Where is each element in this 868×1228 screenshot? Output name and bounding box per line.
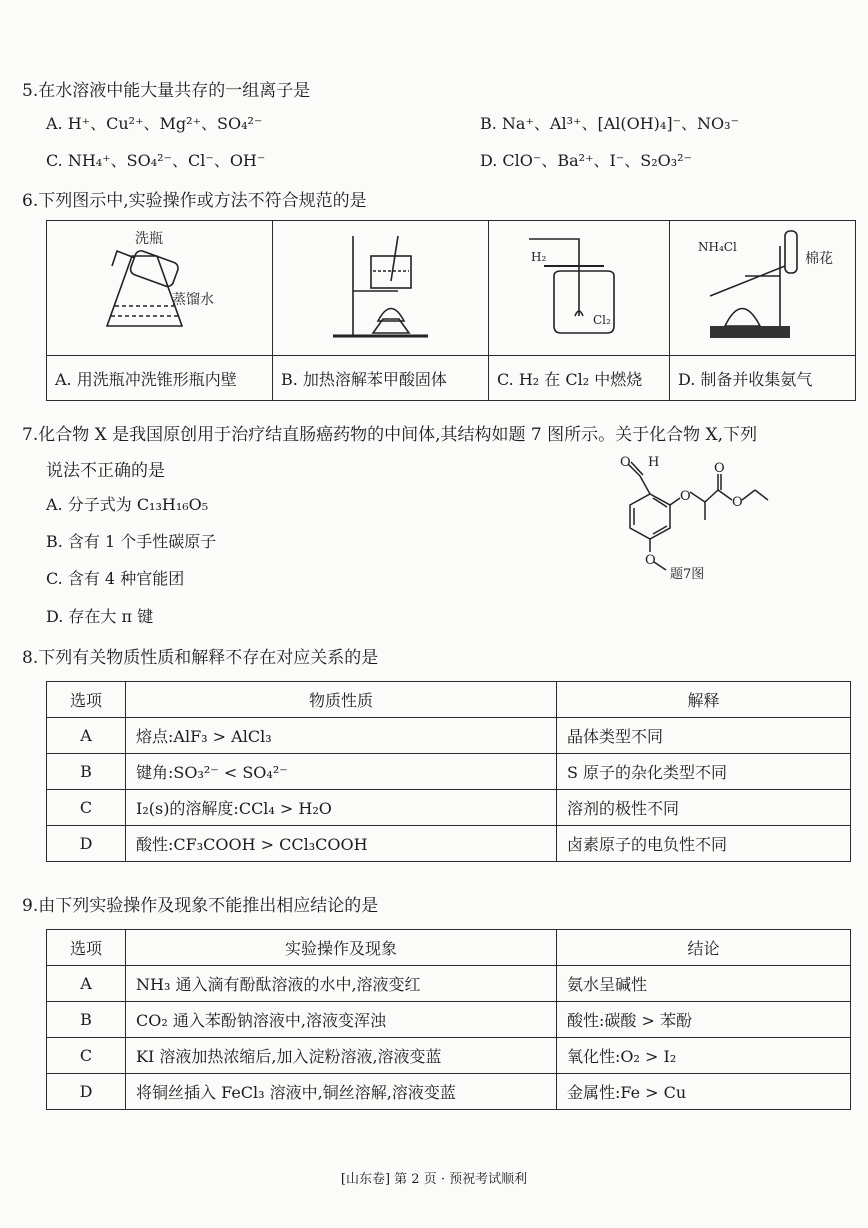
q8-row-d-property: 酸性:CF₃COOH > CCl₃COOH bbox=[126, 826, 557, 862]
q8-row-c-explanation: 溶剂的极性不同 bbox=[557, 790, 851, 826]
q6-stem: 6.下列图示中,实验操作或方法不符合规范的是 bbox=[22, 191, 367, 211]
table-row bbox=[47, 790, 851, 826]
q8-row-b-option: B bbox=[47, 754, 126, 790]
collecting-tube bbox=[785, 231, 797, 273]
q5-option-c: C. NH₄⁺、SO₄²⁻、Cl⁻、OH⁻ bbox=[46, 151, 266, 170]
q8-row-b-explanation: S 原子的杂化类型不同 bbox=[557, 754, 851, 790]
label-distilled-water: 蒸馏水 bbox=[172, 292, 214, 308]
q8-header-option: 选项 bbox=[47, 682, 126, 718]
svg-text:O: O bbox=[714, 461, 725, 476]
table-row bbox=[47, 826, 851, 862]
table-row bbox=[47, 1074, 851, 1110]
q6-figure-a bbox=[47, 221, 273, 356]
q9-row-c-conclusion: 氧化性:O₂ > I₂ bbox=[557, 1038, 851, 1074]
q9-row-a-conclusion: 氨水呈碱性 bbox=[557, 966, 851, 1002]
svg-text:O: O bbox=[680, 489, 691, 504]
q6-figure-d bbox=[670, 221, 856, 356]
q6-figure-c bbox=[489, 221, 670, 356]
atom-h: H bbox=[648, 455, 660, 470]
label-h2: H₂ bbox=[531, 250, 547, 264]
ammonia-preparation-figure bbox=[670, 221, 855, 351]
q7-option-a: A. 分子式为 C₁₃H₁₆O₅ bbox=[46, 495, 209, 514]
q6-caption-d: D. 制备并收集氨气 bbox=[670, 356, 856, 401]
label-wash-bottle: 洗瓶 bbox=[135, 231, 163, 247]
q8-stem: 8.下列有关物质性质和解释不存在对应关系的是 bbox=[22, 648, 379, 668]
q8-header-row bbox=[47, 682, 851, 718]
q7-stem-line2: 说法不正确的是 bbox=[46, 461, 165, 481]
q8-row-d-explanation: 卤素原子的电负性不同 bbox=[557, 826, 851, 862]
q8-row-b-property: 键角:SO₃²⁻ < SO₄²⁻ bbox=[126, 754, 557, 790]
q9-row-a-operation: NH₃ 通入滴有酚酞溶液的水中,溶液变红 bbox=[126, 966, 557, 1002]
q7-option-b: B. 含有 1 个手性碳原子 bbox=[46, 532, 217, 551]
table-row bbox=[47, 754, 851, 790]
q7-figure-caption: 题7图 bbox=[670, 567, 705, 582]
q9-row-d-conclusion: 金属性:Fe > Cu bbox=[557, 1074, 851, 1110]
q9-row-d-option: D bbox=[47, 1074, 126, 1110]
alcohol-lamp-d bbox=[725, 309, 760, 327]
table-row bbox=[47, 1002, 851, 1038]
q8-row-c-option: C bbox=[47, 790, 126, 826]
q9-header-row bbox=[47, 930, 851, 966]
wash-bottle-flask-figure bbox=[47, 221, 272, 351]
q8-row-c-property: I₂(s)的溶解度:CCl₄ > H₂O bbox=[126, 790, 557, 826]
q9-stem: 9.由下列实验操作及现象不能推出相应结论的是 bbox=[22, 896, 379, 916]
q7-option-d: D. 存在大 π 键 bbox=[46, 607, 154, 626]
label-nh4cl: NH₄Cl bbox=[698, 240, 737, 254]
q5-option-b: B. Na⁺、Al³⁺、[Al(OH)₄]⁻、NO₃⁻ bbox=[480, 114, 739, 133]
label-cl2: Cl₂ bbox=[593, 313, 611, 327]
q5-stem: 5.在水溶液中能大量共存的一组离子是 bbox=[22, 81, 311, 101]
table-row bbox=[47, 1038, 851, 1074]
q9-header-operation: 实验操作及现象 bbox=[126, 930, 557, 966]
table-row bbox=[47, 718, 851, 754]
beaker bbox=[371, 256, 411, 288]
q6-caption-a: A. 用洗瓶冲洗锥形瓶内壁 bbox=[47, 356, 273, 401]
q8-row-a-property: 熔点:AlF₃ > AlCl₃ bbox=[126, 718, 557, 754]
q9-header-conclusion: 结论 bbox=[557, 930, 851, 966]
q6-caption-b: B. 加热溶解苯甲酸固体 bbox=[273, 356, 489, 401]
q9-header-option: 选项 bbox=[47, 930, 126, 966]
q9-row-c-operation: KI 溶液加热浓缩后,加入淀粉溶液,溶液变蓝 bbox=[126, 1038, 557, 1074]
svg-text:O: O bbox=[732, 495, 743, 510]
q6-caption-c: C. H₂ 在 Cl₂ 中燃烧 bbox=[489, 356, 670, 401]
h2-burning-figure bbox=[489, 221, 669, 351]
q5-option-a: A. H⁺、Cu²⁺、Mg²⁺、SO₄²⁻ bbox=[46, 114, 263, 133]
test-tube bbox=[710, 266, 785, 296]
q9-table bbox=[46, 929, 851, 1110]
label-cotton: 棉花 bbox=[805, 251, 833, 267]
q9-row-a-option: A bbox=[47, 966, 126, 1002]
q9-row-b-option: B bbox=[47, 1002, 126, 1038]
q8-header-explanation: 解释 bbox=[557, 682, 851, 718]
q7-option-c: C. 含有 4 种官能团 bbox=[46, 569, 185, 588]
q9-row-b-conclusion: 酸性:碳酸 > 苯酚 bbox=[557, 1002, 851, 1038]
q7-stem-line1: 7.化合物 X 是我国原创用于治疗结直肠癌药物的中间体,其结构如题 7 图所示。关于化合物 X,下列 bbox=[22, 425, 758, 445]
q8-header-property: 物质性质 bbox=[126, 682, 557, 718]
q6-figure-b bbox=[273, 221, 489, 356]
q8-row-d-option: D bbox=[47, 826, 126, 862]
heating-beaker-figure bbox=[273, 221, 488, 351]
table-row bbox=[47, 966, 851, 1002]
page-footer: [山东卷] 第 2 页 · 预祝考试顺利 bbox=[340, 1172, 528, 1187]
q9-row-b-operation: CO₂ 通入苯酚钠溶液中,溶液变浑浊 bbox=[126, 1002, 557, 1038]
q6-figure-table bbox=[46, 220, 856, 401]
q9-row-c-option: C bbox=[47, 1038, 126, 1074]
svg-text:O: O bbox=[620, 455, 631, 470]
q5-option-d: D. ClO⁻、Ba²⁺、I⁻、S₂O₃²⁻ bbox=[480, 151, 693, 170]
q8-row-a-option: A bbox=[47, 718, 126, 754]
q8-row-a-explanation: 晶体类型不同 bbox=[557, 718, 851, 754]
svg-text:O: O bbox=[645, 553, 656, 568]
q8-table bbox=[46, 681, 851, 862]
q9-row-d-operation: 将铜丝插入 FeCl₃ 溶液中,铜丝溶解,溶液变蓝 bbox=[126, 1074, 557, 1110]
wash-bottle bbox=[129, 249, 180, 288]
